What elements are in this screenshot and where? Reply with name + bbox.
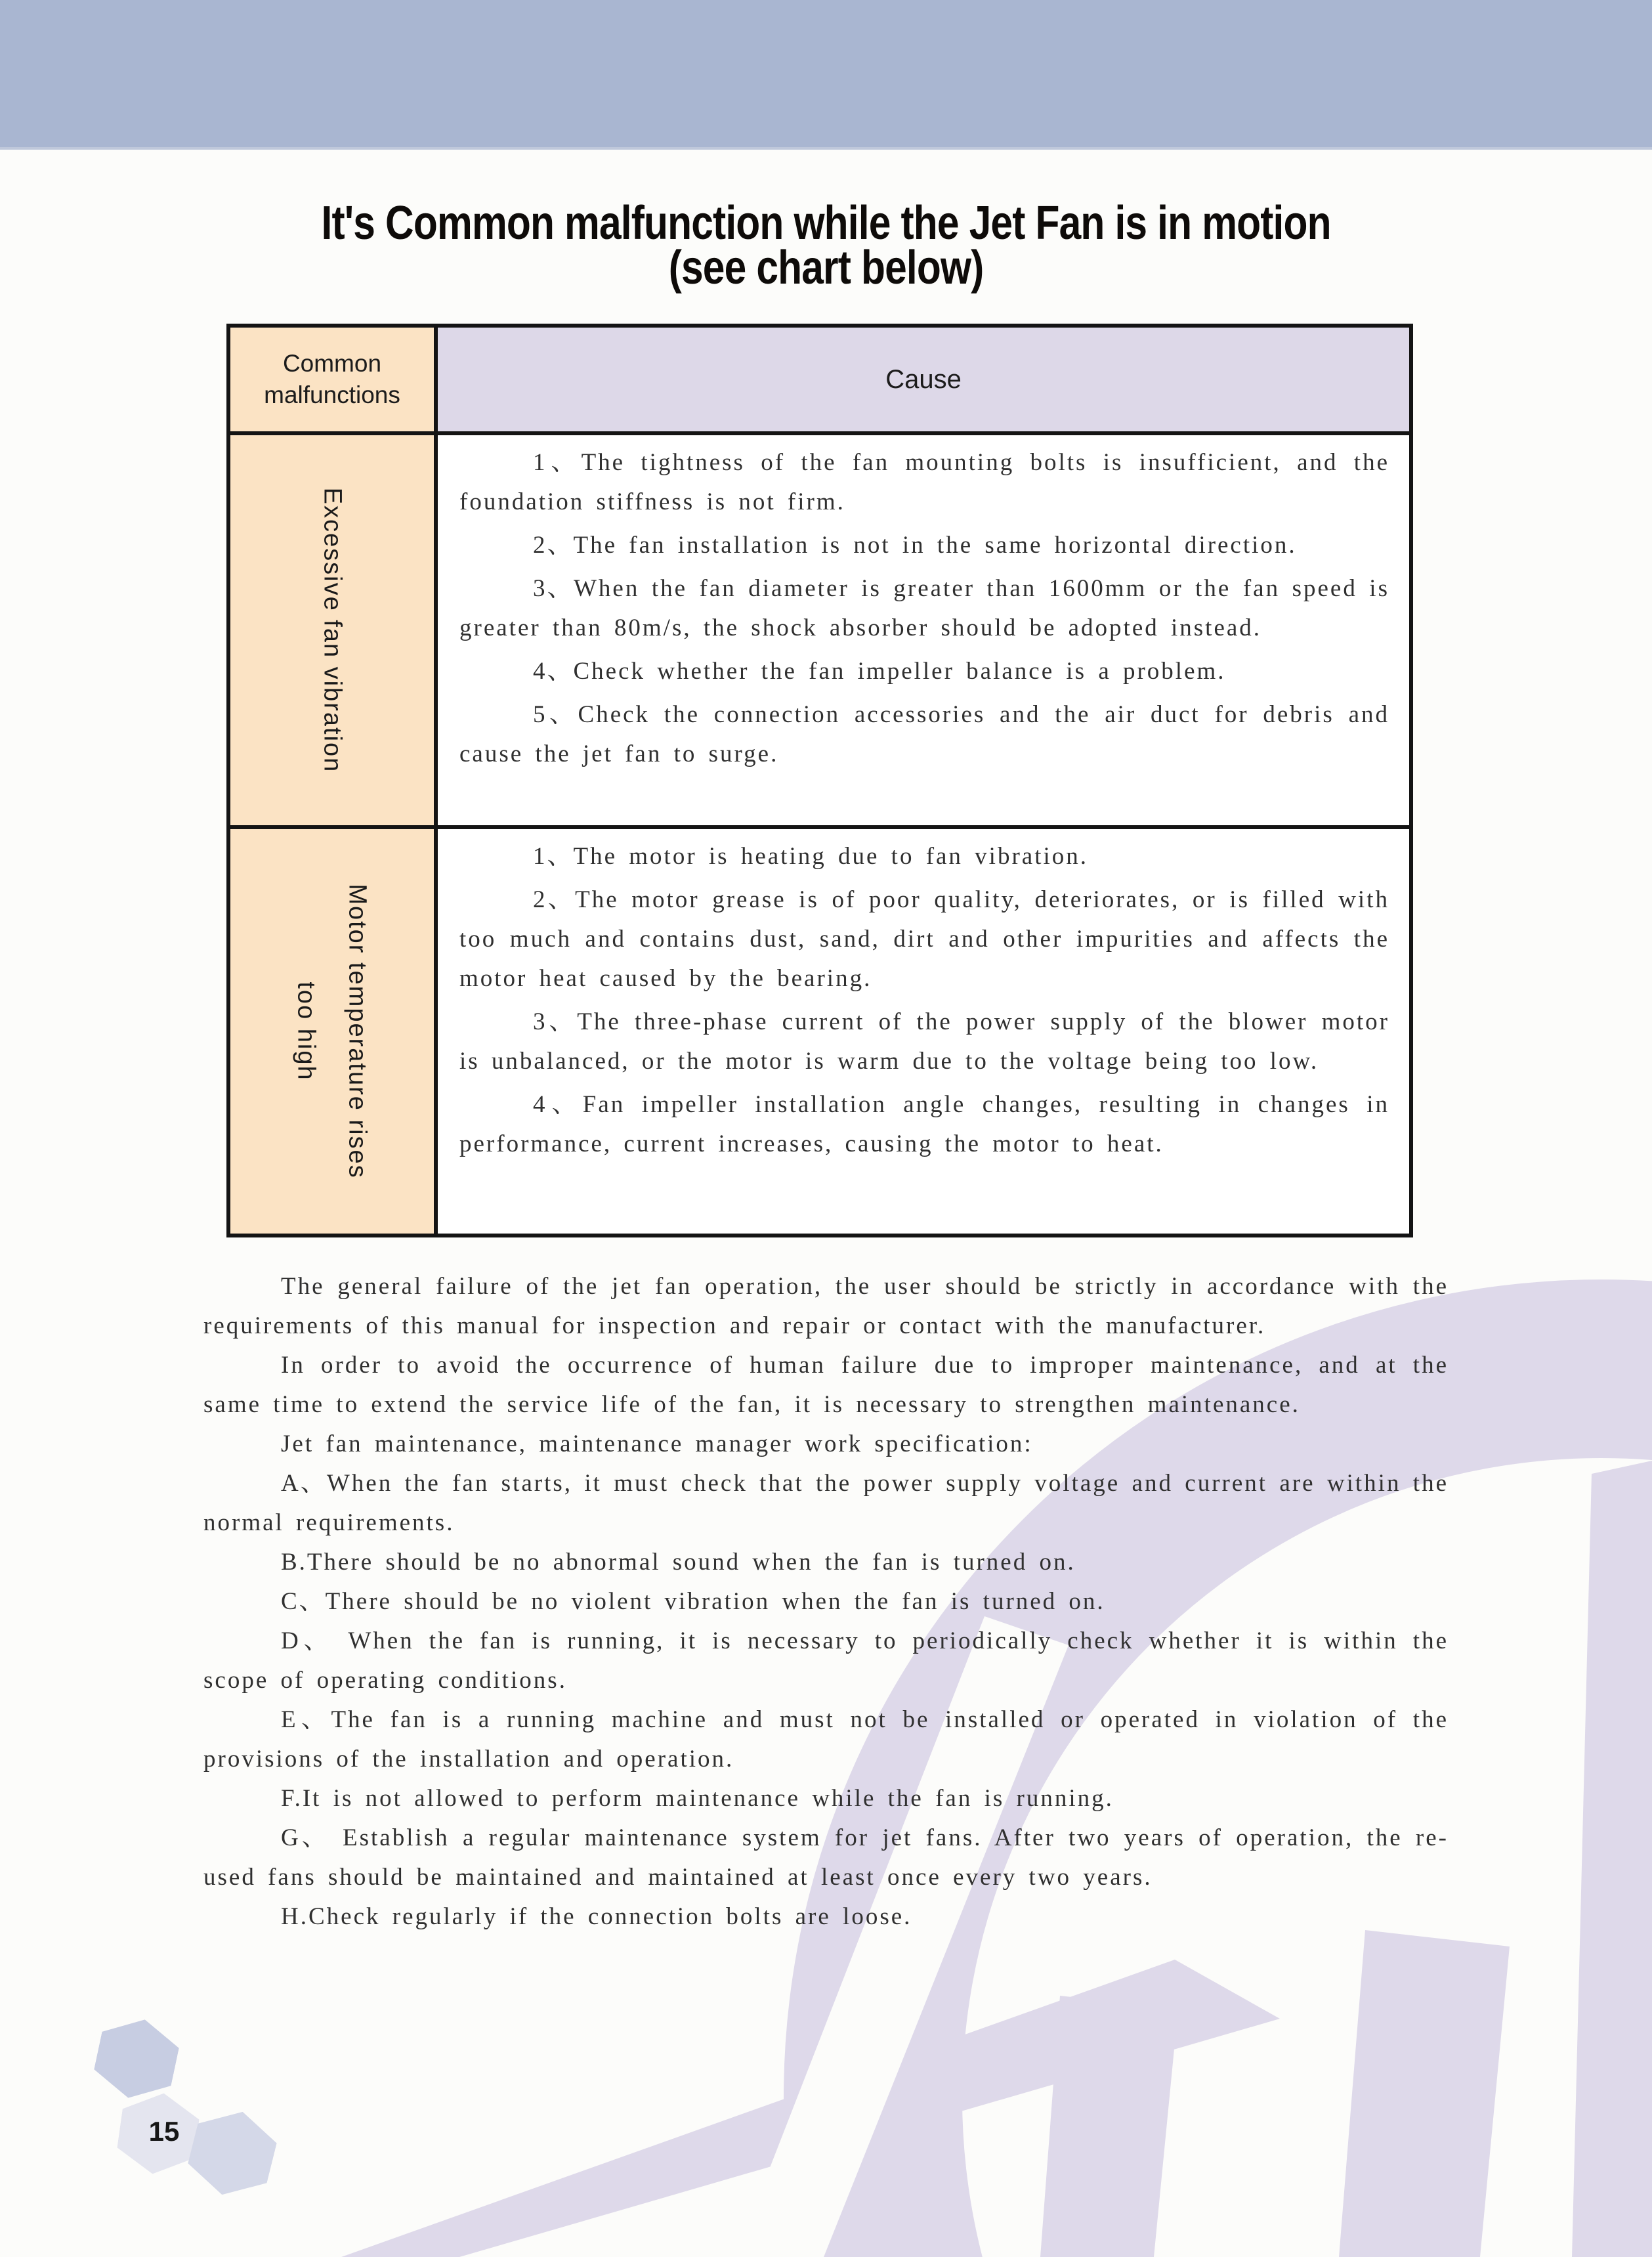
watermark-slab-right (1572, 1461, 1652, 2257)
cause-item: 5、Check the connection accessories and the air duct for debris and cause the jet fan to surge. (459, 701, 1389, 767)
cause-cell-temperature (438, 829, 1409, 1234)
cause-item: 1、The motor is heating due to fan vibration. (533, 843, 1089, 870)
page-number: 15 (148, 2116, 180, 2147)
header-cause-label: Cause (885, 364, 962, 394)
body-paragraph: G、 Establish a regular maintenance system for jet fans. After two years of operation, the re-used fans should be maintained and maintained at least once every two years. (203, 1824, 1449, 1891)
cause-item: 4、Check whether the fan impeller balance is a problem. (533, 658, 1226, 685)
title-line-1: It's Common malfunction while the Jet Fan is in motion (321, 197, 1331, 249)
title-line-2: (see chart below) (668, 242, 984, 294)
body-text (203, 1267, 1449, 1937)
body-paragraph: In order to avoid the occurrence of human failure due to improper maintenance, and at the same time to extend the service life of the fan, it is necessary to strengthen maintenance. (203, 1352, 1449, 1418)
watermark-slab-left (1040, 1996, 1178, 2257)
cause-item: 3、The three-phase current of the power supply of the blower motor is unbalanced, or the motor is warm due to the voltage being too low. (459, 1008, 1389, 1075)
cause-cell-vibration (438, 435, 1409, 829)
body-paragraph: C、There should be no violent vibration when the fan is turned on. (281, 1588, 1105, 1615)
row-label-temperature (281, 884, 383, 1178)
row-label-cell-temperature (230, 829, 438, 1234)
body-paragraph: E、The fan is a running machine and must not be installed or operated in violation of the provisions of the installation and operation. (203, 1706, 1449, 1773)
body-paragraph: H.Check regularly if the connection bolts are loose. (281, 1903, 912, 1930)
row-label-cell-vibration (230, 435, 438, 829)
header-cell-cause (438, 328, 1409, 435)
header-band (0, 0, 1652, 150)
row-label-temperature-line2: too high (293, 981, 320, 1081)
cause-item: 1、The tightness of the fan mounting bolts is insufficient, and the foundation stiffness is not firm. (459, 449, 1389, 515)
cause-item: 2、The fan installation is not in the same horizontal direction. (533, 532, 1297, 559)
header-malfunctions-label: Common malfunctions (264, 350, 400, 408)
body-paragraph: A、When the fan starts, it must check that the power supply voltage and current are within the normal requirements. (203, 1470, 1449, 1536)
row-label-vibration: Excessive fan vibration (318, 487, 347, 773)
header-cell-malfunctions (230, 328, 438, 435)
row-label-temperature-line1: Motor temperature rises (344, 884, 371, 1179)
body-paragraph: B.There should be no abnormal sound when the fan is turned on. (281, 1549, 1076, 1576)
body-paragraph: Jet fan maintenance, maintenance manager work specification: (281, 1430, 1033, 1457)
malfunction-table (226, 324, 1413, 1237)
cause-item: 4、Fan impeller installation angle changes, resulting in changes in performance, current increases, causing the motor to heat. (459, 1091, 1389, 1157)
watermark-slab-mid (1339, 1930, 1510, 2257)
body-paragraph: D、 When the fan is running, it is necessary to periodically check whether it is within the scope of operating conditions. (203, 1627, 1449, 1694)
cause-item: 3、When the fan diameter is greater than 1600mm or the fan speed is greater than 80m/s, the shock absorber should be adopted instead. (459, 575, 1389, 641)
body-paragraph: The general failure of the jet fan operation, the user should be strictly in accordance with the requirements of this manual for inspection and repair or contact with the manufacturer. (203, 1273, 1449, 1339)
body-paragraph: F.It is not allowed to perform maintenance while the fan is running. (281, 1785, 1114, 1812)
cause-item: 2、The motor grease is of poor quality, deteriorates, or is filled with too much and contains dust, sand, dirt and other impurities and affects the motor heat caused by the bearing. (459, 886, 1389, 992)
page-title (0, 197, 1652, 294)
